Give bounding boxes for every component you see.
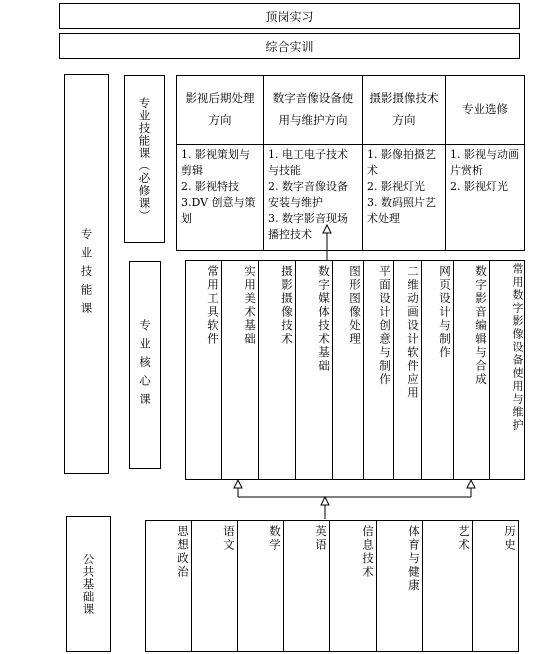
direction-column <box>264 76 363 250</box>
public-courses-row <box>145 520 519 652</box>
arrow-head <box>321 497 329 505</box>
arrow-head <box>234 480 242 488</box>
direction-item: 3.DV 创意与策划 <box>181 195 256 225</box>
direction-title: 数字音像设备使用与维护方向 <box>264 76 362 145</box>
direction-item: 2. 数字音像设备安装与维护 <box>268 179 348 209</box>
public-box <box>66 516 111 652</box>
public-course-cell: 体育与健康 <box>377 521 423 651</box>
direction-title: 影视后期处理方向 <box>177 76 263 145</box>
public-course-cell: 数学 <box>238 521 284 651</box>
training-bar <box>59 33 520 59</box>
internship-label: 顶岗实习 <box>265 9 314 24</box>
core-course-cell: 二维动画设计软件应用 <box>394 261 422 479</box>
public-course-cell: 历史 <box>503 525 517 552</box>
direction-title: 专业选修 <box>446 76 524 145</box>
public-course-cell: 艺术 <box>423 521 473 651</box>
skills-outer-label: 专业技能课 <box>79 227 94 321</box>
public-label: 公共基础课 <box>81 552 96 616</box>
core-course-cell: 实用美术基础 <box>222 261 259 479</box>
training-label: 综合实训 <box>265 39 314 54</box>
core-courses-row <box>185 260 525 480</box>
direction-item: 3. 数字影音现场播控技术 <box>268 211 348 241</box>
direction-title: 摄影摄像技术方向 <box>363 76 445 145</box>
skills-outer-box <box>64 74 109 474</box>
direction-item: 2. 影视特技 <box>181 179 239 193</box>
direction-items <box>363 145 445 229</box>
core-course-cell: 平面设计创意与制作 <box>364 261 394 479</box>
direction-item: 3. 数码照片艺术处理 <box>367 195 436 225</box>
direction-items <box>446 145 524 197</box>
direction-item: 1. 影像拍摄艺术 <box>367 148 436 177</box>
core-course-cell: 摄影摄像技术 <box>259 261 296 479</box>
direction-column <box>446 76 524 250</box>
direction-item: 1. 影视与动画片赏析 <box>450 148 519 177</box>
compulsory-box <box>124 75 165 243</box>
direction-column <box>363 76 446 250</box>
direction-item: 1. 电工电子技术与技能 <box>268 148 348 177</box>
public-course-cell: 英语 <box>284 521 330 651</box>
core-course-cell: 数字媒体技术基础 <box>296 261 333 479</box>
core-course-cell: 网页设计与制作 <box>422 261 454 479</box>
core-box <box>129 261 161 469</box>
compulsory-label: 专业技能课（必修课） <box>137 96 152 222</box>
internship-bar <box>59 3 520 29</box>
core-label: 专业核心课 <box>138 318 152 412</box>
public-course-cell: 语文 <box>192 521 238 651</box>
core-course-cell: 常用数字影像设备使用与维护 <box>511 263 524 432</box>
directions-table <box>176 75 525 251</box>
public-course-cell: 思想政治 <box>146 521 192 651</box>
core-course-cell: 常用工具软件 <box>186 261 222 479</box>
public-course-cell: 信息技术 <box>330 521 377 651</box>
direction-item: 1. 影视策划与剪辑 <box>181 148 250 177</box>
direction-item: 2. 影视灯光 <box>367 179 425 193</box>
direction-column <box>177 76 264 250</box>
direction-items <box>264 145 362 245</box>
core-course-cell: 数字影音编辑与合成 <box>454 261 490 479</box>
direction-item: 2. 影视灯光 <box>450 179 508 193</box>
core-course-cell: 图形图像处理 <box>333 261 364 479</box>
direction-items <box>177 145 263 229</box>
arrow-head <box>467 480 475 488</box>
